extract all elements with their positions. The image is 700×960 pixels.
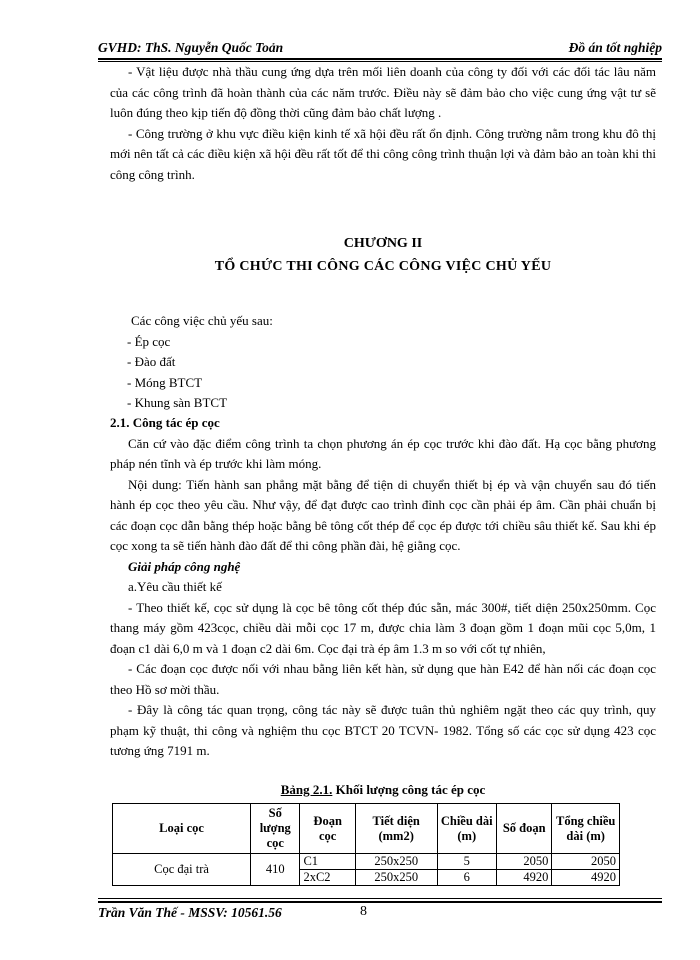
chapter-number: CHƯƠNG II bbox=[343, 236, 423, 251]
table-cell: 2xC2 bbox=[300, 870, 355, 886]
table-cell-type: Cọc đại trà bbox=[113, 854, 251, 886]
section-paragraph: Nội dung: Tiến hành san phẳng mặt bằng để tiện di chuyển thiết bị ép và vận chuyển sau đó tiến hành ép cọc theo yêu cầu. Như vậy, để đạt được cao trình đỉnh cọc cần phải ép âm. Cần phải chuẩn bị các đoạn cọc dẫn bằng thép hoặc bằng bê tông cốt thép để cọc ép được tới chiều sâu thiết kế. Sau khi ép cọc xong ta sẽ tiến hành đào đất để thi công phần đài, hệ giằng cọc. bbox=[110, 476, 656, 553]
list-item: - Móng BTCT bbox=[127, 374, 203, 390]
table-cell: 250x250 bbox=[355, 870, 437, 886]
table-header: Đoạn cọc bbox=[300, 804, 355, 854]
section-heading: 2.1. Công tác ép cọc bbox=[110, 415, 220, 430]
section-paragraph: - Các đoạn cọc được nối với nhau bằng liên kết hàn, sử dụng que hàn E42 để hàn nối các đoạn cọc theo Hồ sơ mời thầu. bbox=[110, 661, 656, 697]
table-header: Số đoạn bbox=[496, 804, 551, 854]
intro-paragraph: - Công trường ở khu vực điều kiện kinh tế xã hội đều rất ổn định. Công trường nằm trong khu đô thị mới nên tất cả các điều kiện xã hội đều rất tốt để thi công công trình thuận lợi và đảm bảo an toàn khi thi công công trình. bbox=[110, 125, 656, 182]
section-paragraph: - Theo thiết kế, cọc sử dụng là cọc bê tông cốt thép đúc sẵn, mác 300#, tiết diện 250x250mm. Cọc thang máy gồm 423cọc, chiều dài mỗi cọc 17 m, được chia làm 3 đoạn gồm 1 đoạn mũi cọc 5,0m, 1 đoạn c1 dài 6,0 m và 1 đoạn c2 dài 6m. Cọc đại trà ép âm 1.3 m so với cốt tự nhiên, bbox=[110, 599, 656, 656]
header-doc-type: Đồ án tốt nghiệp bbox=[568, 40, 662, 55]
table-cell: 4920 bbox=[552, 870, 620, 886]
works-lead: Các công việc chủ yếu sau: bbox=[131, 313, 273, 328]
table-cell: 250x250 bbox=[355, 854, 437, 870]
chapter-title: TỔ CHỨC THI CÔNG CÁC CÔNG VIỆC CHỦ YẾU bbox=[214, 259, 552, 274]
header-supervisor: GVHD: ThS. Nguyễn Quốc Toản bbox=[98, 40, 284, 55]
table-header: Số lượng cọc bbox=[251, 804, 300, 854]
table-cell-count: 410 bbox=[251, 854, 300, 886]
table-row bbox=[113, 854, 620, 870]
table-caption-number: Bảng 2.1. bbox=[280, 782, 333, 797]
section-2-1 bbox=[110, 413, 656, 762]
page-header bbox=[98, 40, 662, 58]
section-paragraph: - Đây là công tác quan trọng, công tác này sẽ được tuân thủ nghiêm ngặt theo các quy trình, quy phạm kỹ thuật, thi công và nghiệm thu cọc BTCT 20 TCVN- 1982. Tổng số các cọc sử dụng 423 cọc tương ứng 7191 m. bbox=[110, 702, 656, 758]
table-caption bbox=[110, 782, 656, 798]
table-caption-text: Khối lượng công tác ép cọc bbox=[332, 782, 486, 797]
footer-author: Trần Văn Thế - MSSV: 10561.56 bbox=[98, 905, 282, 920]
pile-volume-table bbox=[112, 803, 620, 886]
list-item: - Khung sàn BTCT bbox=[127, 395, 228, 410]
footer-rule bbox=[98, 901, 662, 903]
table-cell: 5 bbox=[437, 854, 496, 870]
table-header: Chiều dài (m) bbox=[437, 804, 496, 854]
list-item: - Ép cọc bbox=[127, 333, 171, 349]
intro-text bbox=[110, 62, 656, 185]
works-list bbox=[127, 311, 273, 414]
subsection-a-heading: a.Yêu cầu thiết kế bbox=[128, 579, 222, 594]
list-item: - Đào đất bbox=[127, 354, 176, 369]
table-cell: 6 bbox=[437, 870, 496, 886]
table-cell: 4920 bbox=[496, 870, 551, 886]
table-header: Tiết diện (mm2) bbox=[355, 804, 437, 854]
footer-rule-thin bbox=[98, 898, 662, 899]
table-cell: 2050 bbox=[496, 854, 551, 870]
header-rule bbox=[98, 58, 662, 60]
subsection-heading: Giải pháp công nghệ bbox=[128, 558, 241, 574]
page-number: 8 bbox=[360, 904, 367, 919]
intro-paragraph: - Vật liệu được nhà thầu cung ứng dựa trên mối liên doanh của công ty đối với các đối tác lâu năm của các công trình đã hoàn thành của các năm trước. Điều này sẽ đảm bảo cho việc cung ứng vật tư sẽ luôn đúng theo kịp tiến độ đồng thời cũng đảm bảo chất lượng . bbox=[110, 64, 656, 120]
table-header: Tổng chiều dài (m) bbox=[552, 804, 620, 854]
table-cell: C1 bbox=[300, 854, 355, 870]
table-header-row bbox=[113, 804, 620, 854]
section-paragraph: Căn cứ vào đặc điểm công trình ta chọn phương án ép cọc trước khi đào đất. Hạ cọc bằng phương pháp nén tĩnh và ép trước khi làm móng. bbox=[110, 435, 656, 471]
table-header: Loại cọc bbox=[113, 804, 251, 854]
table-cell: 2050 bbox=[552, 854, 620, 870]
